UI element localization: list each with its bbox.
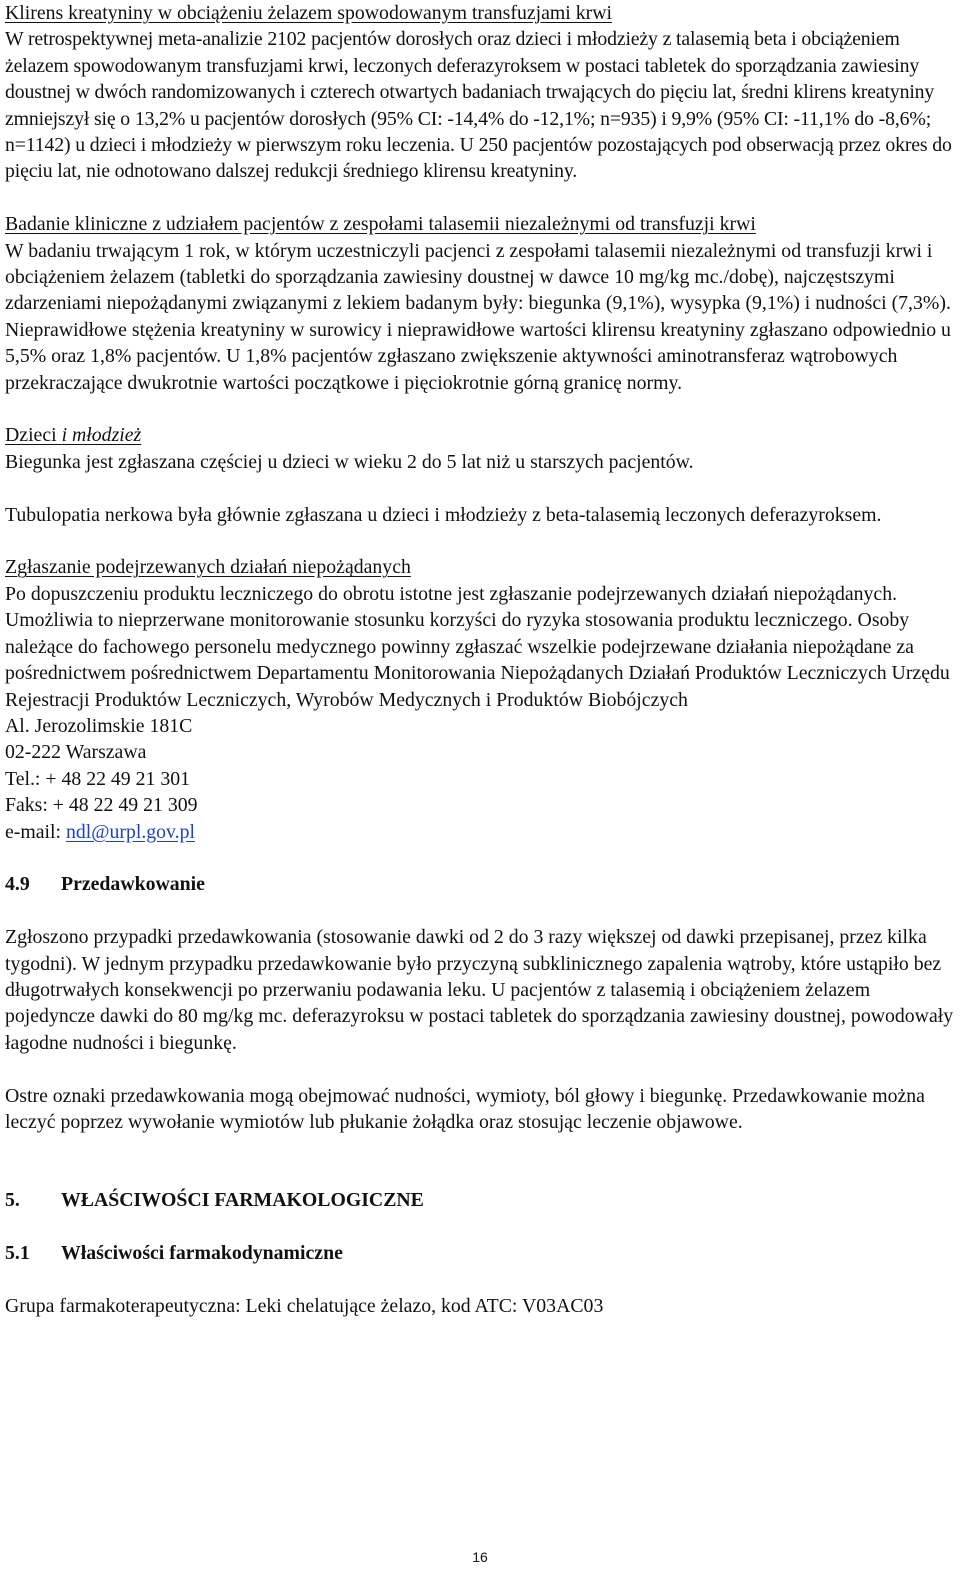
dzieci-heading-part1: Dzieci [5,424,62,447]
przedawkowanie-paragraph-1: Zgłoszono przypadki przedawkowania (stosowanie dawki od 2 do 3 razy większej od dawki przepisanej, przez kilka tygodni). W jednym przypadku przedawkowanie było przyczyną subklinicznego zapalenia wątroby, które ustąpiło bez długotrwałych konsekwencji po przerwaniu podawania leku. U pacjentów z talasemią i obciążeniem żelazem pojedyncze dawki do 80 mg/kg mc. deferazyroksu w postaci tabletek do sporządzania zawiesiny doustnej, powodowały łagodne nudności i biegunkę. [5,926,954,1054]
email-link[interactable]: ndl@urpl.gov.pl [65,820,195,843]
section-4-9-number: 4.9 [5,873,30,896]
zglaszanie-paragraph: Po dopuszczeniu produktu leczniczego do obrotu istotne jest zgłaszanie podejrzewanych działań niepożądanych. Umożliwia to nieprzerwane monitorowanie stosunku korzyści do ryzyka stosowania produktu leczniczego. Osoby należące do fachowego personelu medycznego powinny zgłaszać wszelkie podejrzewane działania niepożądane za pośrednictwem pośrednictwem Departamentu Monitorowania Niepożądanych Działań Produktów Leczniczych Urzędu Rejestracji Produktów Leczniczych, Wyrobów Medycznych i Produktów Biobójczych [5,582,950,711]
klirens-paragraph: W retrospektywnej meta-analizie 2102 pacjentów dorosłych oraz dzieci i młodzieży z talasemią beta i obciążeniem żelazem spowodowanym transfuzjami krwi, leczonych deferazyroksem w postaci tabletek do sporządzania zawiesiny doustnej w dwóch randomizowanych i czterech otwartych badaniach trwających do pięciu lat, średni klirens kreatyniny zmniejszył się o 13,2% u pacjentów dorosłych (95% CI: -14,4% do -12,1%; n=935) i 9,9% (95% CI: -11,1% do -8,6%; n=1142) u dzieci i młodzieży w pierwszym roku leczenia. U 250 pacjentów pozostających pod obserwacją przez okres do pięciu lat, nie odnotowano dalszej redukcji średniego klirensu kreatyniny. [5,28,952,183]
address-line-2: 02-222 Warszawa [5,741,147,764]
fax-line: Faks: + 48 22 49 21 309 [5,794,198,817]
klirens-heading: Klirens kreatyniny w obciążeniu żelazem spowodowanym transfuzjami krwi [5,2,612,24]
zglaszanie-heading: Zgłaszanie podejrzewanych działań niepożądanych [5,556,411,579]
page-number: 16 [472,1549,488,1565]
email-line [5,819,955,845]
section-5-1-title: Właściwości farmakodynamiczne [61,1242,343,1265]
section-5-heading [5,1187,955,1213]
section-5-title: WŁAŚCIWOŚCI FARMAKOLOGICZNE [61,1189,424,1212]
address-line-1: Al. Jerozolimskie 181C [5,714,193,737]
dzieci-heading-part2: i młodzież [61,424,142,447]
phone-line: Tel.: + 48 22 49 21 301 [5,767,191,790]
dzieci-heading [5,422,955,448]
dzieci-paragraph-1: Biegunka jest zgłaszana częściej u dzieci w wieku 2 do 5 lat niż u starszych pacjentów. [5,450,694,473]
badanie-paragraph: W badaniu trwającym 1 rok, w którym uczestniczyli pacjenci z zespołami talasemii niezależnymi od transfuzji krwi i obciążeniem żelazem (tabletki do sporządzania zawiesiny doustnej w dawce 10 mg/kg mc./dobę), najczęstszymi zdarzeniami niepożądanymi związanymi z lekiem badanym były: biegunka (9,1%), wysypka (9,1%) i nudności (7,3%). Nieprawidłowe stężenia kreatyniny w surowicy i nieprawidłowe wartości klirensu kreatyniny zgłaszano odpowiednio u 5,5% oraz 1,8% pacjentów. U 1,8% pacjentów zgłaszano zwiększenie aktywności aminotransferaz wątrobowych przekraczające dwukrotnie wartości początkowe i pięciokrotnie górną granicę normy. [5,239,951,394]
badanie-heading: Badanie kliniczne z udziałem pacjentów z zespołami talasemii niezależnymi od transfuzji krwi [5,213,756,236]
section-5-1-heading [5,1240,955,1266]
section-4-9-title: Przedawkowanie [61,873,205,896]
email-label: e-mail: [5,820,66,843]
atc-group-line: Grupa farmakoterapeutyczna: Leki chelatujące żelazo, kod ATC: V03AC03 [5,1294,604,1317]
section-4-9-heading [5,871,955,897]
document-page [5,0,955,1319]
section-5-1-number: 5.1 [5,1242,30,1265]
dzieci-paragraph-2: Tubulopatia nerkowa była głównie zgłaszana u dzieci i młodzieży z beta-talasemią leczonych deferazyroksem. [5,503,882,526]
section-5-number: 5. [5,1189,20,1212]
przedawkowanie-paragraph-2: Ostre oznaki przedawkowania mogą obejmować nudności, wymioty, ból głowy i biegunkę. Przedawkowanie można leczyć poprzez wywołanie wymiotów lub płukanie żołądka oraz stosując leczenie objawowe. [5,1084,925,1133]
